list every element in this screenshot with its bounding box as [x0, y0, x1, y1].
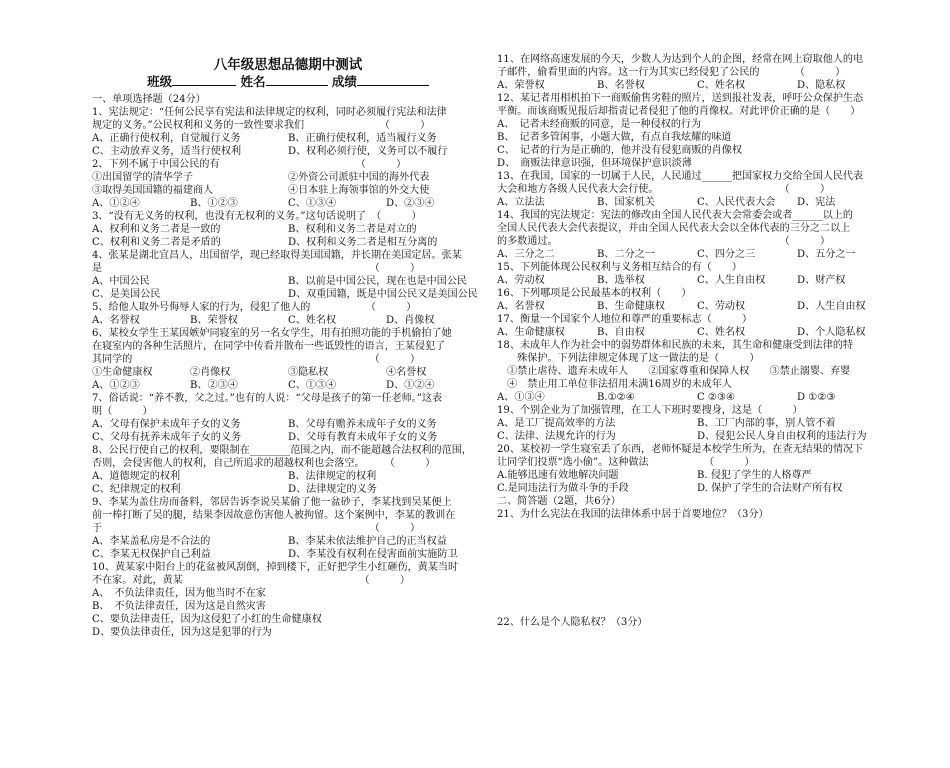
question-line: 1、宪法规定：“任何公民享有宪法和法律规定的权利，同时必须履行宪法和法律 [92, 107, 447, 118]
option-text: C ②③④ [697, 392, 736, 403]
question-line: 其同学的 （ ） [92, 354, 421, 365]
question-line: 18、未成年人作为社会中的弱势群体和民族的未来，其生命和健康受到法律的特 [497, 340, 854, 351]
option-row [92, 197, 484, 210]
question-line: ①禁止虐待、遗弃未成年人 ②国家尊重和保障人权 ③禁止溺婴、弃婴 [497, 366, 851, 377]
option-row [92, 132, 484, 145]
option-row [497, 248, 897, 261]
option-text: C、法律、法规允许的行为 [497, 431, 616, 442]
option-row [92, 548, 484, 561]
score-label: 成绩 [331, 74, 357, 89]
right-question-list [497, 53, 897, 629]
option-row [497, 196, 897, 209]
option-text: D、宪法 [797, 197, 836, 208]
option-text: A、①②③ [92, 380, 140, 391]
option-text: D、隐私权 [797, 80, 846, 91]
option-text: A、道德规定的权利 [92, 471, 181, 482]
option-text: ④日本驻上海领事馆的外交大使 [288, 185, 430, 196]
option-text: B、自由权 [597, 327, 645, 338]
question-line: B、 记者多管闲事，小题大做，有点自我炫耀的味道 [497, 132, 732, 143]
option-text: B、②③④ [190, 380, 238, 391]
option-row [497, 391, 897, 404]
option-text: C、劳动权 [697, 301, 746, 312]
question-line: 12、某记者用相机拍下一商贩偷售劣鞋的照片，送到报社发表，呼吁公众保护生态 [497, 93, 864, 104]
option-text: B、法律规定的权利 [288, 471, 377, 482]
option-text: D、侵犯公民人身自由权利的违法行为 [697, 431, 867, 442]
option-text: C、纪律规定的权利 [92, 484, 181, 495]
option-text: A、父母有保护未成年子女的义务 [92, 419, 241, 430]
option-text: ④名誉权 [386, 367, 427, 378]
question-line: B、 不负法律责任，因为这是自然灾害 [92, 601, 266, 612]
option-text: B、正确行使权利，适当履行义务 [288, 133, 437, 144]
option-text: A、①②④ [92, 198, 140, 209]
option-text: A、李某盖私房是不合法的 [92, 536, 211, 547]
option-text: ②肖像权 [190, 367, 231, 378]
option-row [92, 366, 484, 379]
option-text: A、荣誉权 [497, 80, 545, 91]
option-text: C、①③④ [288, 198, 337, 209]
right-column [497, 0, 897, 629]
option-row [92, 535, 484, 548]
option-row [92, 470, 484, 483]
option-text: B、选举权 [597, 275, 645, 286]
option-text: C、人生自由权 [697, 275, 766, 286]
question-line: 17、衡量一个国家个人地位和尊严的重要标志（ ） [497, 314, 753, 325]
option-text: B、①②③ [190, 198, 238, 209]
option-text: D、父母有教育未成年子女的义务 [288, 432, 438, 443]
option-text: A、立法法 [497, 197, 545, 208]
option-text: D、人生自由权 [797, 301, 866, 312]
option-text: C、姓名权 [697, 327, 746, 338]
option-text: B、国家机关 [597, 197, 655, 208]
question-line: C、要负法律责任，因为这侵犯了小红的生命健康权 [92, 614, 322, 625]
option-row [497, 79, 897, 92]
option-text: B、以前是中国公民，现在也是中国公民 [288, 276, 468, 287]
left-column [92, 0, 484, 639]
question-line: 在寝室内的各种生活照片，在同学中传看并散布一些诋毁性的语言，王某侵犯了 [92, 341, 446, 352]
option-row [497, 469, 897, 482]
option-text: ③隐私权 [288, 367, 329, 378]
student-info-line [92, 74, 484, 90]
option-text: ③取得美国国籍的福建商人 [92, 185, 214, 196]
option-text: A、生命健康权 [497, 327, 565, 338]
question-line: 是 （ ） [92, 263, 421, 274]
option-text: C、主动放弃义务，适当行使权利 [92, 146, 242, 157]
question-line: 殊保护。下列法律规定体现了这一做法的是（ ） [497, 353, 760, 364]
option-text: B、权利和义务二者是对立的 [288, 224, 417, 235]
option-text: B、工厂内部的事，别人管不着 [697, 418, 836, 429]
question-line: D、 商贩法律意识强，但环境保护意识淡薄 [497, 158, 692, 169]
option-text: C、李某无权保护自己利益 [92, 549, 211, 560]
question-line: 6、某校女学生王某因嫉妒同寝室的另一名女学生，用有拍照功能的手机偷拍了她 [92, 328, 452, 339]
question-line: 3、“没有无义务的权利，也没有无权利的义务。”这句话说明了 （ ） [92, 211, 422, 222]
option-text: D、①②④ [386, 380, 435, 391]
question-line: 20、某校初一学生寝室丢了东西，老师怀疑是本校学生所为，在查无结果的情况下 [497, 444, 864, 455]
question-line: A、 记者未经商贩的同意，是一种侵权的行为 [497, 119, 702, 130]
option-text: B、父母有赡养未成年子女的义务 [288, 419, 437, 430]
question-line: 大会和地方各级人民代表大会行使。 （ ） [497, 184, 831, 195]
option-text: A、三分之二 [497, 249, 555, 260]
question-line: 5、给他人取外号侮辱人家的行为，侵犯了他人的 （ ） [92, 302, 417, 313]
option-text: A、名誉权 [92, 315, 140, 326]
option-text: B.①②④ [597, 392, 635, 403]
option-row [92, 236, 484, 249]
option-text: ②外资公司派驻中国的海外代表 [288, 172, 430, 183]
option-text: ①生命健康权 [92, 367, 153, 378]
option-text: C、①③④ [288, 380, 337, 391]
option-row [92, 223, 484, 236]
option-row [92, 275, 484, 288]
option-row [92, 288, 484, 301]
option-row [92, 418, 484, 431]
question-line: 规定的义务。”公民权利和义务的一致性要求我们 （ ） [92, 120, 431, 131]
question-line: 19、个别企业为了加强管理，在工人下班时要搜身，这是（ ） [497, 405, 803, 416]
option-row [497, 430, 897, 443]
option-text: C.是同违法行为做斗争的手段 [497, 483, 629, 494]
question-line: 让同学们投票“选小偷”。这种做法 （ ） [497, 457, 755, 468]
option-text: A、是工厂提高效率的方法 [497, 418, 616, 429]
option-row [497, 300, 897, 313]
option-text: B、荣誉权 [190, 315, 238, 326]
question-line: 22、什么是个人隐私权？（3分） [497, 617, 648, 628]
option-row [92, 483, 484, 496]
question-line: D、要负法律责任，因为这是犯罪的行为 [92, 627, 272, 638]
question-line: 于 （ ） [92, 523, 421, 534]
question-line: 否则，会侵害他人的权利，自己所追求的超越权利也会落空。 （ ） [92, 458, 436, 469]
option-text: D、双重国籍，既是中国公民又是美国公民 [288, 289, 478, 300]
class-blank[interactable] [172, 74, 236, 86]
option-text: A、权利和义务二者是一致的 [92, 224, 221, 235]
question-line: 16、下列哪项是公民最基本的权利（ ） [497, 288, 692, 299]
option-text: C、是美国公民 [92, 289, 161, 300]
question-line: 4、张某是湖北宜昌人，出国留学，现已经取得美国国籍，并长期在美国定居。张某 [92, 250, 462, 261]
question-line: A、 不负法律责任，因为他当时不在家 [92, 588, 266, 599]
option-text: C、四分之三 [697, 249, 756, 260]
option-row [497, 274, 897, 287]
name-blank[interactable] [266, 74, 328, 86]
option-text: D、财产权 [797, 275, 846, 286]
question-line: ④ 禁止用工单位非法招用未满16周岁的未成年人 [497, 379, 732, 390]
option-text: A、①③④ [497, 392, 545, 403]
question-line: 二、简答题（2题，共6分） [497, 496, 621, 507]
option-row [92, 431, 484, 444]
option-text: C、权利和义务二者是矛盾的 [92, 237, 221, 248]
option-text: D、个人隐私权 [797, 327, 866, 338]
option-text: D. 保护了学生的合法财产所有权 [697, 483, 843, 494]
option-row [92, 379, 484, 392]
option-text: B、二分之一 [597, 249, 655, 260]
option-text: D、权利和义务二者是相互分离的 [288, 237, 438, 248]
question-line: 一、单项选择题（24分） [92, 94, 206, 105]
option-text: D、五分之一 [797, 249, 856, 260]
option-text: C、姓名权 [288, 315, 337, 326]
option-text: A、正确行使权利，自觉履行义务 [92, 133, 241, 144]
option-text: D、②③④ [386, 198, 435, 209]
option-text: A、中国公民 [92, 276, 150, 287]
exam-title: 八年级思想品德期中测试 [213, 57, 363, 73]
question-line: 的多数通过。 （ ） [497, 236, 831, 247]
option-row [92, 184, 484, 197]
question-line: C、 记者的行为是正确的，他并没有侵犯商贩的肖像权 [497, 145, 742, 156]
question-line: 2、下列不属于中国公民的有 （ ） [92, 159, 407, 170]
question-line: 全国人民代表大会代表提议，并由全国人民代表大会以全体代表的三分之二以上 [497, 223, 851, 234]
question-line: 7、俗话说：“养不教，父之过。”也有的人说：“父母是孩子的第一任老师。”这表 [92, 393, 443, 404]
option-text: A、名誉权 [497, 301, 545, 312]
question-line: 10、黄某家中阳台上的花盆被风刮倒，掉到楼下，正好把学生小红砸伤，黄某当时 [92, 562, 459, 573]
option-text: D、权利必须行使，义务可以不履行 [288, 146, 448, 157]
option-text: ①出国留学的清华学子 [92, 172, 193, 183]
option-row [497, 326, 897, 339]
option-text: B、生命健康权 [597, 301, 665, 312]
option-text: D、李某没有权利在侵害面前实施防卫 [288, 549, 458, 560]
option-row [497, 482, 897, 495]
option-text: C、父母有抚养未成年子女的义务 [92, 432, 242, 443]
question-line: 11、在网络高速发展的今天，少数人为达到个人的企图，经常在网上窃取他人的电 [497, 54, 864, 65]
question-line: 前一棒打断了吴的腿，结果李因故意伤害他人被拘留。这个案例中，李某的教训在 [92, 510, 456, 521]
option-text: B、李某未依法维护自己的正当权益 [288, 536, 447, 547]
name-label: 姓名 [240, 74, 266, 89]
class-label: 班级 [147, 74, 173, 89]
option-text: D ①②③ [797, 392, 836, 403]
question-line: 不在家。对此，黄某 （ ） [92, 575, 410, 586]
question-line: 13、在我国，国家的一切属于人民，人民通过______把国家权力交给全国人民代表 [497, 171, 864, 182]
question-line: 明（ ） [92, 406, 153, 417]
option-row [92, 171, 484, 184]
option-text: D、肖像权 [386, 315, 435, 326]
question-line: 平衡。而该商贩见报后却指责记者侵犯了他的肖像权。对此评价正确的是（ ） [497, 106, 861, 117]
question-line: 子邮件，偷看里面的内容。这一行为其实已经侵犯了公民的 （ ） [497, 67, 846, 78]
question-line: 9、李某为盖住房而备料，邻居告诉李说吴某偷了他一盆砂子，李某找到吴某便上 [92, 497, 452, 508]
option-text: B、名誉权 [597, 80, 645, 91]
score-blank[interactable] [357, 74, 429, 86]
option-text: C、姓名权 [697, 80, 746, 91]
option-row [92, 314, 484, 327]
option-text: A.能够迅速有效地解决问题 [497, 470, 619, 481]
option-text: D、法律规定的义务 [288, 484, 377, 495]
question-line: 8、公民行使自己的权利，要限制在________范围之内，而不能超越合法权利的范围， [92, 445, 472, 456]
question-line: 21、为什么宪法在我国的法律体系中居于首要地位？（3分） [497, 509, 769, 520]
option-row [92, 145, 484, 158]
option-text: B. 侵犯了学生的人格尊严 [697, 470, 812, 481]
option-text: A、劳动权 [497, 275, 545, 286]
question-line: 14、我国的宪法规定：宪法的修改由全国人民代表大会常委会或者______以上的 [497, 210, 854, 221]
left-question-list [92, 93, 484, 639]
option-row [497, 417, 897, 430]
question-line: 15、下列能体现公民权利与义务相互结合的有（ ） [497, 262, 742, 273]
option-text: C、人民代表大会 [697, 197, 776, 208]
